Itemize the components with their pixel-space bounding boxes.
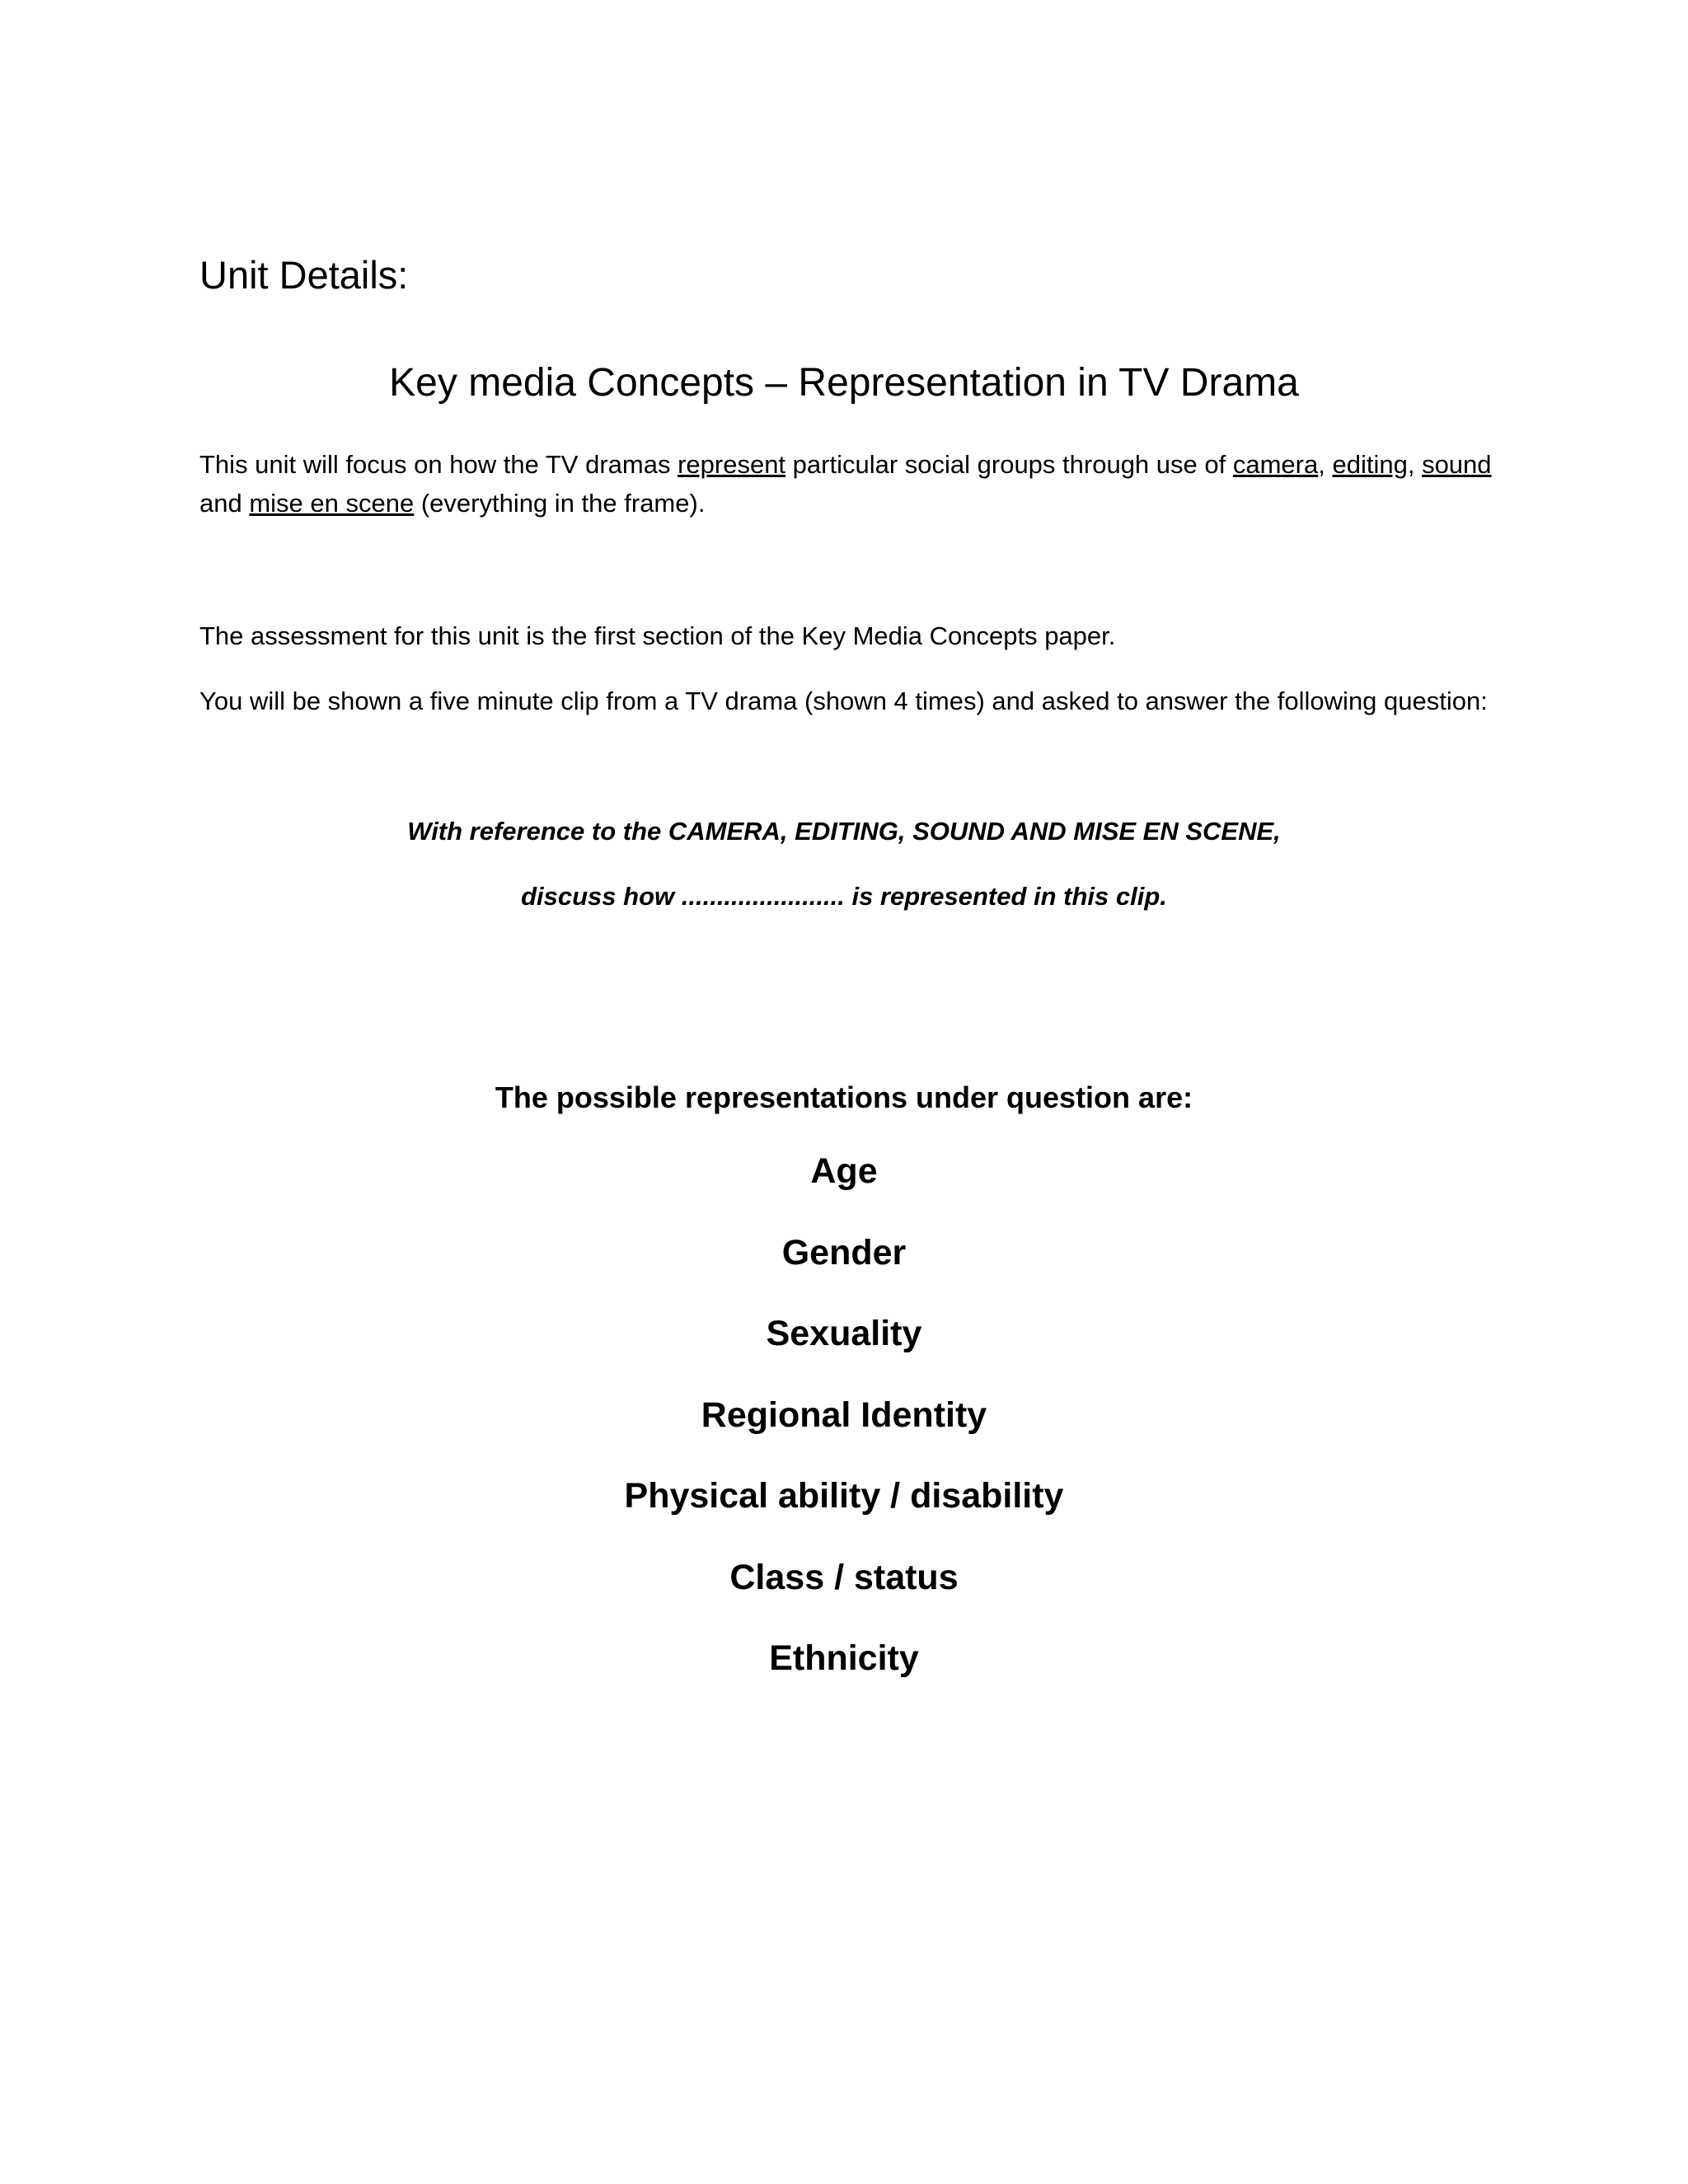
list-item: Regional Identity: [701, 1394, 987, 1435]
assessment-paragraph: The assessment for this unit is the first section of the Key Media Concepts paper.: [199, 621, 1116, 650]
section-label: Unit Details:: [199, 253, 409, 297]
question-line-1: With reference to the CAMERA, EDITING, SOUND AND MISE EN SCENE,: [407, 817, 1281, 846]
list-item: Class / status: [729, 1557, 959, 1597]
list-item: Physical ability / disability: [624, 1476, 1064, 1516]
list-item: Ethnicity: [769, 1638, 919, 1678]
term-camera: camera: [1232, 450, 1319, 479]
term-mise-en-scene: mise en scene: [249, 489, 415, 518]
representations-list: [0, 1151, 1688, 1719]
term-editing: editing: [1332, 450, 1408, 479]
intro-text-1: This unit will focus on how the TV dramas: [199, 450, 678, 479]
clip-paragraph: You will be shown a five minute clip from a TV drama (shown 4 times) and asked to answer the following question:: [199, 687, 1488, 715]
list-item: Age: [810, 1151, 878, 1191]
intro-separator-1: ,: [1318, 450, 1333, 479]
intro-paragraph: [199, 445, 1518, 523]
list-item: Gender: [781, 1232, 907, 1272]
document-title: Key media Concepts – Representation in TV Drama: [389, 361, 1299, 405]
intro-text-4: (everything in the frame).: [414, 489, 706, 518]
representations-heading: The possible representations under question are:: [495, 1080, 1193, 1114]
term-sound: sound: [1422, 450, 1492, 479]
intro-separator-2: ,: [1407, 450, 1423, 479]
list-item: Sexuality: [766, 1314, 922, 1353]
term-represent: represent: [678, 450, 786, 479]
intro-text-3: and: [199, 489, 250, 518]
question-line-2: discuss how ....................... is represented in this clip.: [521, 882, 1167, 911]
intro-text-2: particular social groups through use of: [785, 450, 1233, 479]
